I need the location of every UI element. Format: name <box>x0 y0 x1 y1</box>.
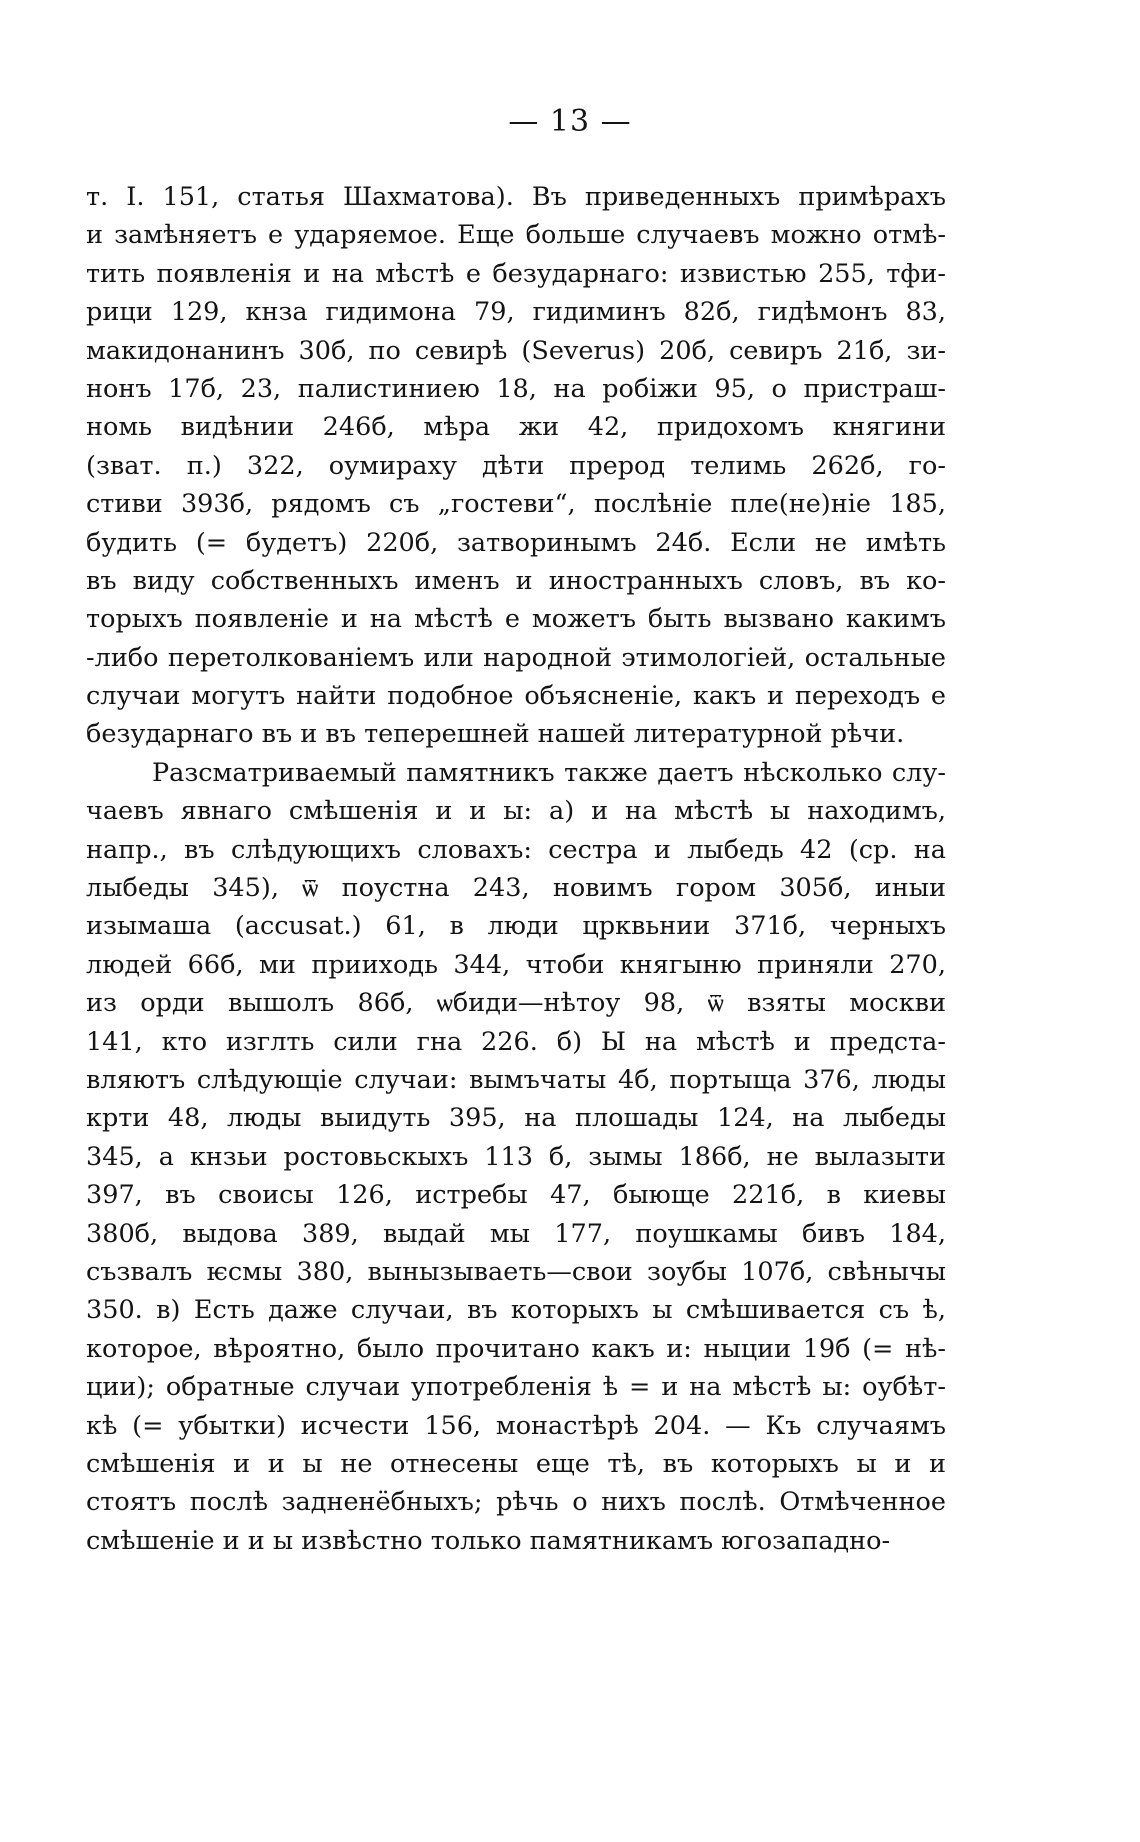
text-line: стоятъ послѣ задненёбныхъ; рѣчь о нихъ послѣ. Отмѣченное <box>86 1487 946 1518</box>
text-line: 345, а кнзьи ростовьскыхъ 113 б, зымы 186б, не вылазыти <box>86 1141 946 1172</box>
text-line: 397, въ своисы 126, истребы 47, быюще 221б, в киевы <box>86 1180 946 1211</box>
text-line: 350. в) Есть даже случаи, въ которыхъ ы смѣшивается съ ѣ, <box>86 1295 946 1326</box>
page-number: — 13 — <box>508 104 632 139</box>
text-line: т. I. 151, статья Шахматова). Въ приведенныхъ примѣрахъ <box>86 182 946 212</box>
text-line: рици 129, кнза гидимона 79, гидиминъ 82б, гидѣмонъ 83, <box>86 297 946 328</box>
text-line: тить появленія и на мѣстѣ е безударнаго: извистью 255, тфи- <box>86 258 946 289</box>
text-line: торыхъ появленіе и на мѣстѣ е можетъ быть вызвано какимъ <box>86 604 946 635</box>
text-line: номь видѣнии 246б, мѣра жи 42, придохомъ княгини <box>86 412 946 443</box>
text-line: макидонанинъ 30б, по севирѣ (Severus) 20б, севиръ 21б, зи- <box>86 335 946 366</box>
text-line: (зват. п.) 322, оумираху дѣти прерод телимь 262б, го- <box>86 450 946 481</box>
text-line: стиви 393б, рядомъ съ „гостеви“, послѣніе пле(не)ніе 185, <box>86 489 946 520</box>
text-line: въ виду собственныхъ именъ и иностранныхъ словъ, въ ко- <box>86 565 946 596</box>
text-line: людей 66б, ми прииходь 344, чтоби княгыню приняли 270, <box>86 949 946 980</box>
text-body <box>86 178 946 1560</box>
text-line: смѣшенія и и ы не отнесены еще тѣ, въ которыхъ ы и и <box>86 1448 946 1479</box>
text-line: лыбеды 345), ѿ поустна 243, новимъ гором 305б, иныи <box>86 873 946 904</box>
text-line: крти 48, люды выидуть 395, на плошады 124, на лыбеды <box>86 1103 946 1134</box>
text-line: нонъ 17б, 23, палистиниею 18, на робіжи 95, о пристраш- <box>86 373 946 404</box>
text-line: 380б, выдова 389, выдай мы 177, поушкамы бивъ 184, <box>86 1218 946 1249</box>
text-line: напр., въ слѣдующихъ словахъ: сестра и лыбедь 42 (ср. на <box>86 834 946 865</box>
text-line: и замѣняетъ е ударяемое. Еще больше случаевъ можно отмѣ- <box>86 220 946 251</box>
text-line: кѣ (= убытки) исчести 156, монастѣрѣ 204. — Къ случаямъ <box>86 1410 946 1441</box>
text-line: которое, вѣроятно, было прочитано какъ и: ныции 19б (= нѣ- <box>86 1333 946 1364</box>
text-line: 141, кто изглть сили гна 226. б) Ы на мѣстѣ и предста- <box>86 1026 946 1057</box>
text-line: ции); обратные случаи употребленія ѣ = и на мѣстѣ ы: оубѣт- <box>86 1372 946 1403</box>
text-line: случаи могутъ найти подобное объясненіе, какъ и переходъ е <box>86 681 946 712</box>
text-line: будить (= будетъ) 220б, затворинымъ 24б. Если не имѣть <box>86 527 946 558</box>
text-line: вляютъ слѣдующіе случаи: вымъчаты 4б, портыща 376, люды <box>86 1064 946 1095</box>
text-line: безударнаго въ и въ теперешней нашей литературной рѣчи. <box>86 719 905 750</box>
text-line: смѣшеніе и и ы извѣстно только памятникамъ югозападно- <box>86 1525 891 1556</box>
text-line: Разсматриваемый памятникъ также даетъ нѣсколько слу- <box>152 757 946 788</box>
text-line: съзвалъ ѥсмы 380, вынызываеть—свои зоубы 107б, свѣнычы <box>86 1256 946 1287</box>
text-line: -либо перетолкованіемъ или народной этимологіей, остальные <box>86 642 946 673</box>
text-line: из орди вышолъ 86б, ѡбиди—нѣтоу 98, ѿ взяты москви <box>86 988 946 1019</box>
text-line: чаевъ явнаго смѣшенія и и ы: а) и на мѣстѣ ы находимъ, <box>86 796 946 827</box>
text-line: изымаша (accusat.) 61, в люди црквьнии 371б, черныхъ <box>86 911 946 942</box>
